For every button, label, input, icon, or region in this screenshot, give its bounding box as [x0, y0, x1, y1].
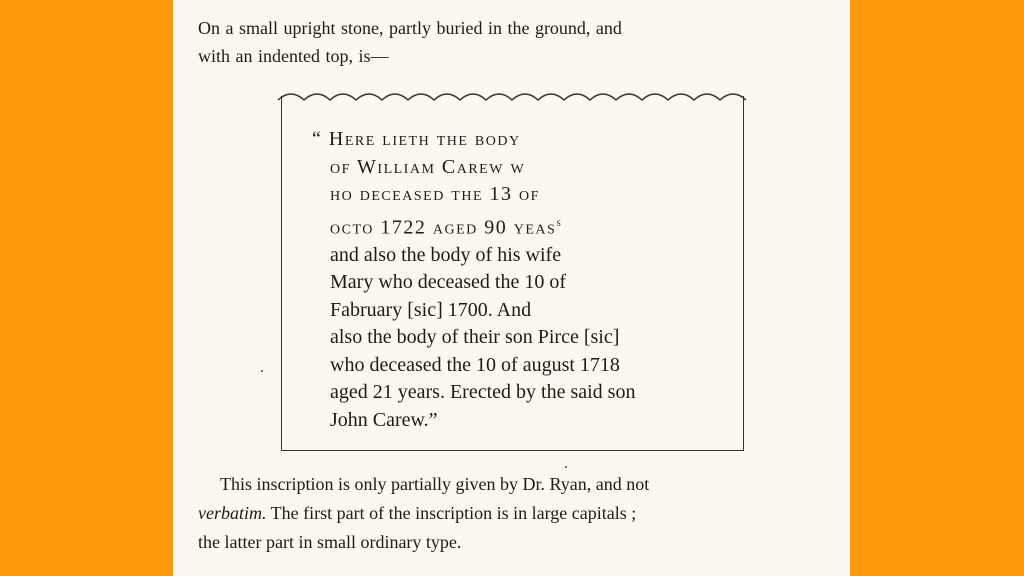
inscription-text: [312, 126, 742, 434]
inscription-line-4: [312, 209, 742, 242]
inscription-line-2: of William Carew w: [330, 155, 526, 178]
inscription-line-7: Fabruary [sic] 1700. And: [330, 298, 532, 321]
intro-line-1: On a small upright stone, partly buried in the ground, and: [198, 18, 622, 38]
intro-paragraph: [198, 14, 838, 70]
outro-paragraph: [198, 470, 838, 557]
speck: [565, 466, 567, 468]
intro-line-2: with an indented top, is—: [198, 46, 389, 66]
inscription-line-9: who deceased the 10 of august 1718: [330, 353, 620, 376]
inscription-line-4-text: octo 1722 aged 90 yeas: [330, 216, 557, 239]
outro-line-2: [198, 499, 838, 528]
inscription-line-8: also the body of their son Pirce [sic]: [330, 326, 620, 349]
inscription-superscript: s: [556, 214, 563, 229]
outro-line-1: This inscription is only partially given by Dr. Ryan, and not: [220, 474, 650, 494]
inscription-line-11: John Carew.”: [330, 408, 438, 431]
outro-line-2-rest: The first part of the inscription is in large capitals ;: [266, 503, 637, 523]
outro-italic-word: verbatim.: [198, 503, 267, 523]
outro-line-3: the latter part in small ordinary type.: [198, 532, 462, 552]
inscription-line-10: aged 21 years. Erected by the said son: [330, 381, 636, 404]
speck: [261, 370, 263, 372]
inscription-line-3: ho deceased the 13 of: [330, 183, 540, 205]
inscription-line-5: and also the body of his wife: [330, 243, 562, 266]
inscription-line-6: Mary who deceased the 10 of: [330, 271, 567, 294]
book-page: [173, 0, 850, 576]
inscription-line-1: “ Here lieth the body: [312, 128, 521, 150]
inscription-stone-frame: [281, 96, 744, 451]
